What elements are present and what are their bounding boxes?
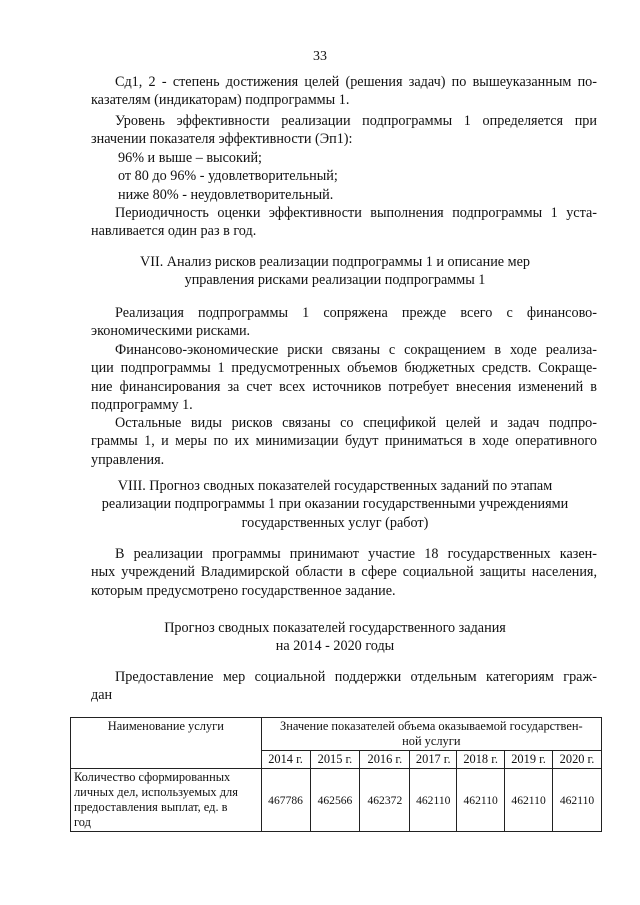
text-line: Предоставление мер социальной поддержки отдельным категориям граж- bbox=[115, 669, 597, 685]
column-header-service-name: Наименование услуги bbox=[71, 718, 262, 769]
cell-line: предоставления выплат, ед. в bbox=[74, 800, 228, 814]
text-line: значении показателя эффективности (Эп1): bbox=[91, 131, 353, 148]
year-header: 2019 г. bbox=[505, 751, 553, 769]
paragraph-other-risks bbox=[91, 414, 597, 469]
text-line: которым предусмотрено государственное задание. bbox=[91, 582, 396, 599]
cell-line: год bbox=[74, 815, 91, 829]
column-group-header bbox=[261, 718, 601, 751]
page-number: 33 bbox=[313, 49, 327, 64]
value-cell: 467786 bbox=[261, 769, 310, 832]
header-line: ной услуги bbox=[402, 734, 461, 748]
header-line: Значение показателей объема оказываемой государствен- bbox=[279, 719, 583, 733]
paragraph-social-support bbox=[91, 668, 597, 705]
heading-line: Прогноз сводных показателей государственного задания bbox=[164, 620, 506, 636]
heading-line: реализации подпрограммы 1 при оказании государственными учреждениями bbox=[101, 496, 569, 513]
year-header: 2017 г. bbox=[410, 751, 457, 769]
cell-line: Количество сформированных bbox=[74, 770, 231, 784]
text-line: граммы 1, и меры по их минимизации будут приниматься в ходе оперативного bbox=[91, 433, 597, 450]
text-line: Остальные виды рисков связаны со спецификой целей и задач подпро- bbox=[115, 415, 597, 431]
paragraph-financial-risks bbox=[91, 304, 597, 341]
value-cell: 462372 bbox=[360, 769, 410, 832]
cell-line: личных дел, используемых для bbox=[74, 785, 238, 799]
text-line: Периодичность оценки эффективности выполнения подпрограммы 1 уста- bbox=[115, 205, 597, 221]
text-line: Сд1, 2 - степень достижения целей (решения задач) по вышеуказанным по- bbox=[115, 74, 597, 90]
heading-line: VII. Анализ рисков реализации подпрограммы 1 и описание мер bbox=[140, 254, 530, 270]
paragraph-efficiency-definition bbox=[91, 73, 597, 110]
year-header: 2016 г. bbox=[360, 751, 410, 769]
heading-line: управления рисками реализации подпрограммы 1 bbox=[184, 272, 486, 289]
text-line: ных учреждений Владимирской области в сфере социальной защиты населения, bbox=[91, 564, 597, 581]
list-item: 96% и выше – высокий; bbox=[118, 150, 262, 166]
paragraph-budget-reduction bbox=[91, 341, 597, 414]
section-7-heading bbox=[70, 253, 600, 290]
heading-line: государственных услуг (работ) bbox=[241, 514, 429, 531]
text-line: казателям (индикаторам) подпрограммы 1. bbox=[91, 92, 350, 109]
year-header: 2015 г. bbox=[310, 751, 360, 769]
text-line: Реализация подпрограммы 1 сопряжена прежде всего с финансово- bbox=[115, 305, 597, 321]
text-line: подпрограмму 1. bbox=[91, 396, 193, 413]
value-cell: 462110 bbox=[553, 769, 602, 832]
value-cell: 462110 bbox=[457, 769, 505, 832]
paragraph-evaluation-frequency bbox=[91, 204, 597, 241]
text-line: навливается один раз в год. bbox=[91, 223, 257, 240]
text-line: управления. bbox=[91, 451, 165, 468]
forecast-title bbox=[70, 619, 600, 656]
section-8-heading bbox=[70, 477, 600, 532]
value-cell: 462110 bbox=[505, 769, 553, 832]
list-item: ниже 80% - неудовлетворительный. bbox=[118, 186, 334, 203]
year-header: 2018 г. bbox=[457, 751, 505, 769]
value-cell: 462566 bbox=[310, 769, 360, 832]
text-line: экономическими рисками. bbox=[91, 323, 251, 340]
text-line: дан bbox=[91, 687, 113, 704]
row-service-name bbox=[71, 769, 262, 832]
year-header: 2014 г. bbox=[261, 751, 310, 769]
text-line: Уровень эффективности реализации подпрограммы 1 определяется при bbox=[115, 113, 597, 129]
list-item: от 80 до 96% - удовлетворительный; bbox=[118, 168, 338, 185]
table-header-row bbox=[71, 718, 602, 751]
heading-line: на 2014 - 2020 годы bbox=[275, 638, 395, 655]
paragraph-efficiency-level bbox=[91, 112, 597, 149]
service-indicators-table bbox=[70, 717, 602, 832]
text-line: Финансово-экономические риски связаны с сокращением в ходе реализа- bbox=[115, 342, 597, 358]
paragraph-participants bbox=[91, 545, 597, 600]
text-line: ции подпрограммы 1 предусмотренных объемов бюджетных средств. Сокраще- bbox=[91, 360, 597, 377]
text-line: В реализации программы принимают участие 18 государственных казен- bbox=[115, 546, 597, 562]
heading-line: VIII. Прогноз сводных показателей государственных заданий по этапам bbox=[117, 478, 553, 494]
efficiency-levels-list bbox=[118, 149, 624, 204]
text-line: ние финансирования за счет всех источников потребует внесения изменений в bbox=[91, 378, 597, 395]
value-cell: 462110 bbox=[410, 769, 457, 832]
table-row bbox=[71, 769, 602, 832]
year-header: 2020 г. bbox=[553, 751, 602, 769]
